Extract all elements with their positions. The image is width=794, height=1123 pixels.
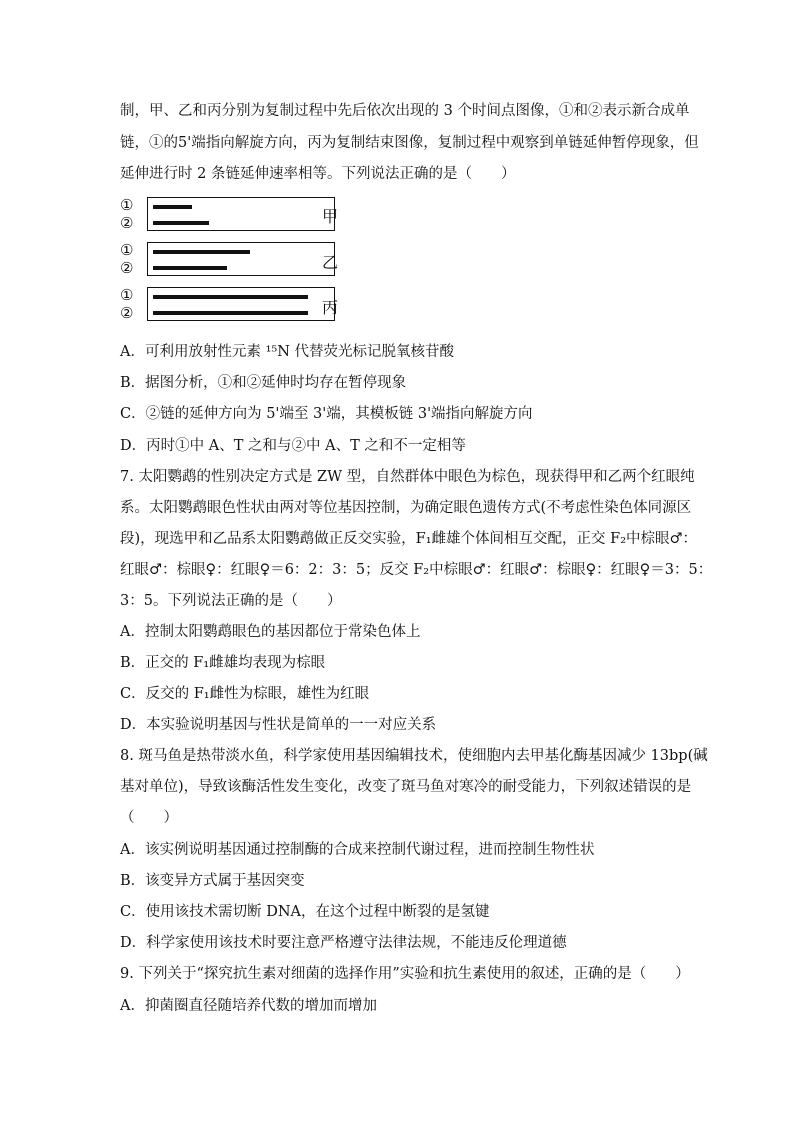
q7-option-c: C．反交的 F₁雌性为棕眼，雄性为红眼 [120, 686, 370, 702]
q6-stem-line-3: 延伸进行时 2 条链延伸速率相等。下列说法正确的是（ ） [120, 166, 516, 182]
q6-stem-line-1: 制，甲、乙和丙分别为复制过程中先后依次出现的 3 个时间点图像，①和②表示新合成单 [120, 103, 690, 119]
q9-stem-line-1: 9. 下列关于“探究抗生素对细菌的选择作用”实验和抗生素使用的叙述，正确的是（ ） [120, 966, 690, 982]
panel-yi-label: 乙 [322, 253, 339, 272]
panel-bing-box [147, 287, 335, 321]
q8-stem-line-3: （ ） [120, 810, 178, 826]
q6-option-d: D．丙时①中 A、T 之和与②中 A、T 之和不一定相等 [120, 438, 466, 454]
q9-option-a: A．抑菌圈直径随培养代数的增加而增加 [120, 998, 377, 1014]
q6-stem-line-2: 链，①的5'端指向解旋方向，丙为复制结束图像，复制过程中观察到单链延伸暂停现象，但 [120, 135, 699, 151]
strand-1-marker: ① [120, 241, 134, 259]
q8-option-a: A．该实例说明基因通过控制酶的合成来控制代谢过程，进而控制生物性状 [120, 842, 595, 858]
q7-option-a: A．控制太阳鹦鹉眼色的基因都位于常染色体上 [120, 624, 421, 640]
q6-option-a: A．可利用放射性元素 ¹⁵N 代替荧光标记脱氧核苷酸 [120, 344, 455, 360]
replication-figure [120, 196, 360, 326]
panel-jia-strand-2 [153, 221, 209, 225]
panel-jia-strand-1 [153, 205, 192, 209]
strand-1-marker: ① [120, 196, 134, 214]
q7-stem-line-2: 系。太阳鹦鹉眼色性状由两对等位基因控制，为确定眼色遗传方式(不考虑性染色体同源区 [120, 500, 692, 516]
q6-option-c: C．②链的延伸方向为 5'端至 3'端，其模板链 3'端指向解旋方向 [120, 406, 533, 422]
panel-yi-strand-1 [153, 250, 250, 254]
q8-stem-line-2: 基对单位)，导致该酶活性发生变化，改变了斑马鱼对寒冷的耐受能力，下列叙述错误的是 [120, 779, 692, 795]
q7-stem-line-3: 段)，现选甲和乙品系太阳鹦鹉做正反交实验，F₁雌雄个体间相互交配，正交 F₂中棕眼♂： [120, 531, 698, 547]
q8-option-b: B．该变异方式属于基因突变 [120, 873, 305, 889]
panel-jia-box [147, 197, 335, 231]
panel-bing-strand-2 [153, 311, 308, 315]
q7-option-b: B．正交的 F₁雌雄均表现为棕眼 [120, 655, 326, 671]
strand-2-marker: ② [120, 259, 134, 277]
strand-1-marker: ① [120, 286, 134, 304]
q8-stem-line-1: 8. 斑马鱼是热带淡水鱼，科学家使用基因编辑技术，使细胞内去甲基化酶基因减少 13bp(碱 [120, 748, 708, 764]
q8-option-d: D．科学家使用该技术时要注意严格遵守法律法规，不能违反伦理道德 [120, 935, 567, 951]
panel-bing-strand-1 [153, 295, 308, 299]
q7-stem-line-5: 3：5。下列说法正确的是（ ） [120, 593, 342, 609]
q7-stem-line-1: 7. 太阳鹦鹉的性别决定方式是 ZW 型，自然群体中眼色为棕色，现获得甲和乙两个红眼纯 [120, 469, 695, 485]
panel-yi-box [147, 242, 335, 276]
panel-yi-strand-2 [153, 266, 227, 270]
panel-jia-label: 甲 [322, 207, 339, 226]
q7-option-d: D．本实验说明基因与性状是简单的一一对应关系 [120, 717, 437, 733]
q6-option-b: B．据图分析，①和②延伸时均存在暂停现象 [120, 375, 407, 391]
q8-option-c: C．使用该技术需切断 DNA，在这个过程中断裂的是氢键 [120, 904, 490, 920]
panel-bing-label: 丙 [322, 298, 339, 317]
strand-2-marker: ② [120, 304, 134, 322]
strand-2-marker: ② [120, 214, 134, 232]
q7-stem-line-4: 红眼♂：棕眼♀：红眼♀＝6：2：3：5；反交 F₂中棕眼♂：红眼♂：棕眼♀：红眼♀＝3：5： [120, 562, 713, 578]
